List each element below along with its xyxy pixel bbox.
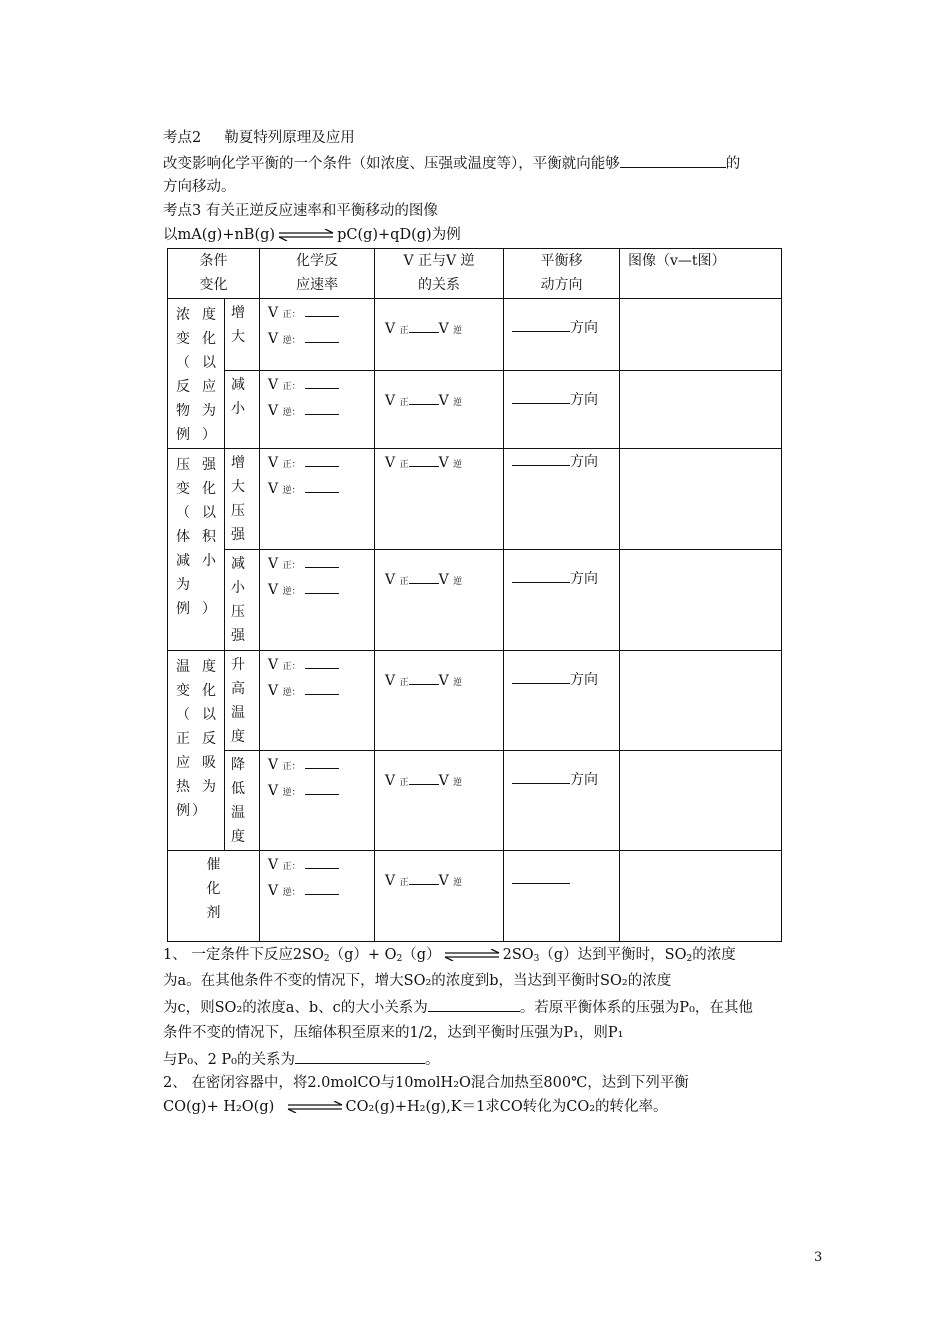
change-raise-temperature: 升 高 温 度	[225, 651, 260, 751]
change-increase-pressure: 增 大 压 强	[225, 449, 260, 550]
direction-cell: 方向	[504, 449, 620, 550]
q2-line2: CO(g)+ H₂O(g) CO₂(g)+H₂(g),K＝1求CO转化为CO₂的转化率。	[163, 1099, 668, 1115]
section3-heading: 考点3 有关正逆反应速率和平衡移动的图像	[163, 203, 438, 219]
graph-cell[interactable]	[620, 651, 782, 751]
answer-blank[interactable]	[512, 771, 570, 784]
header-rate: 化学反 应速率	[260, 249, 375, 299]
direction-cell: 方向	[504, 371, 620, 449]
answer-blank[interactable]	[305, 556, 339, 568]
rate-cell: V 正： V 逆：	[260, 299, 375, 371]
section2-title: 勒夏特列原理及应用	[224, 130, 355, 146]
answer-blank[interactable]	[620, 153, 726, 168]
table-header-row	[168, 249, 782, 299]
section2-number: 考点2	[163, 130, 202, 146]
answer-blank[interactable]	[409, 572, 439, 584]
change-decrease-pressure: 减 小 压 强	[225, 550, 260, 651]
table-row	[168, 651, 782, 751]
equilibrium-arrow-icon	[277, 229, 335, 241]
q1-line3: 为c，则SO₂的浓度a、b、c的大小关系为 。若原平衡体系的压强为P₀，在其他	[163, 997, 753, 1018]
table-row	[168, 751, 782, 851]
header-graph: 图像（v—t图）	[620, 249, 782, 299]
condition-catalyst: 催 化 剂	[168, 851, 260, 942]
equilibrium-arrow-icon	[286, 1101, 344, 1113]
change-lower-temperature: 降 低 温 度	[225, 751, 260, 851]
answer-blank[interactable]	[512, 319, 570, 332]
q2-line1: 2、 在密闭容器中，将2.0molCO与10molH₂O混合加热至800℃，达到下列平衡	[163, 1075, 689, 1091]
header-condition: 条件 变化	[168, 249, 260, 299]
answer-blank[interactable]	[305, 455, 339, 467]
relation-cell: V 正 V 逆	[375, 299, 504, 371]
rate-cell: V 正： V 逆：	[260, 851, 375, 942]
q1-line4: 条件不变的情况下，压缩体积至原来的1/2，达到平衡时压强为P₁，则P₁	[163, 1025, 624, 1041]
condition-table	[167, 248, 782, 942]
header-relation: V 正与V 逆 的关系	[375, 249, 504, 299]
condition-concentration: 浓度 变化 （以 反应 物为 例）	[168, 299, 225, 449]
answer-blank[interactable]	[512, 671, 570, 684]
answer-blank[interactable]	[409, 873, 439, 885]
answer-blank[interactable]	[295, 1049, 425, 1064]
section2-line1: 改变影响化学平衡的一个条件（如浓度、压强或温度等），平衡就向能够 的	[163, 153, 740, 174]
equilibrium-arrow-icon	[443, 949, 501, 961]
direction-cell: 方向	[504, 299, 620, 371]
graph-cell[interactable]	[620, 371, 782, 449]
answer-blank[interactable]	[305, 683, 339, 695]
q1-line2: 为a。在其他条件不变的情况下，增大SO₂的浓度到b，当达到平衡时SO₂的浓度	[163, 973, 672, 989]
rate-cell: V 正： V 逆：	[260, 449, 375, 550]
answer-blank[interactable]	[409, 773, 439, 785]
direction-cell: 方向	[504, 550, 620, 651]
rate-cell: V 正： V 逆：	[260, 371, 375, 449]
table-row	[168, 449, 782, 550]
answer-blank[interactable]	[512, 570, 570, 583]
answer-blank[interactable]	[409, 393, 439, 405]
page-number: 3	[814, 1250, 823, 1265]
answer-blank[interactable]	[305, 582, 339, 594]
answer-blank[interactable]	[305, 857, 339, 869]
q1-line1: 1、 一定条件下反应$2SO_2(g)+ O_2(g)$ $2SO_3(g)$达到平衡时，$SO_2$的浓度	[163, 947, 736, 964]
q1-line5: 与P₀、2 P₀的关系为 。	[163, 1049, 439, 1070]
answer-blank[interactable]	[409, 321, 439, 333]
relation-cell: V 正 V 逆	[375, 651, 504, 751]
change-decrease: 减 小	[225, 371, 260, 449]
condition-temperature: 温度 变化 （以 正反 应吸 热为 例）	[168, 651, 225, 851]
graph-cell[interactable]	[620, 751, 782, 851]
relation-cell: V 正 V 逆	[375, 751, 504, 851]
condition-pressure: 压强 变化 （以 体积 减小 为 例）	[168, 449, 225, 651]
change-increase: 增 大	[225, 299, 260, 371]
section2-heading	[163, 128, 355, 148]
graph-cell[interactable]	[620, 299, 782, 371]
rate-cell: V 正： V 逆：	[260, 651, 375, 751]
answer-blank[interactable]	[305, 331, 339, 343]
answer-blank[interactable]	[428, 997, 520, 1012]
section2-line2: 方向移动。	[163, 179, 236, 195]
answer-blank[interactable]	[305, 305, 339, 317]
answer-blank[interactable]	[512, 871, 570, 884]
table-row	[168, 299, 782, 371]
answer-blank[interactable]	[512, 391, 570, 404]
answer-blank[interactable]	[305, 377, 339, 389]
rate-cell: V 正： V 逆：	[260, 751, 375, 851]
relation-cell: V 正 V 逆	[375, 851, 504, 942]
answer-blank[interactable]	[512, 453, 570, 466]
answer-blank[interactable]	[409, 455, 439, 467]
graph-cell[interactable]	[620, 550, 782, 651]
answer-blank[interactable]	[305, 783, 339, 795]
rate-cell: V 正： V 逆：	[260, 550, 375, 651]
header-direction: 平衡移 动方向	[504, 249, 620, 299]
relation-cell: V 正 V 逆	[375, 371, 504, 449]
answer-blank[interactable]	[305, 481, 339, 493]
answer-blank[interactable]	[305, 883, 339, 895]
direction-cell	[504, 851, 620, 942]
section3-example: 以mA(g)+nB(g) pC(g)+qD(g)为例	[163, 227, 461, 243]
table-row	[168, 371, 782, 449]
answer-blank[interactable]	[305, 657, 339, 669]
relation-cell: V 正 V 逆	[375, 449, 504, 550]
answer-blank[interactable]	[305, 403, 339, 415]
answer-blank[interactable]	[305, 757, 339, 769]
answer-blank[interactable]	[409, 673, 439, 685]
direction-cell: 方向	[504, 751, 620, 851]
relation-cell: V 正 V 逆	[375, 550, 504, 651]
table-row	[168, 851, 782, 942]
graph-cell[interactable]	[620, 851, 782, 942]
direction-cell: 方向	[504, 651, 620, 751]
graph-cell[interactable]	[620, 449, 782, 550]
table-row	[168, 550, 782, 651]
